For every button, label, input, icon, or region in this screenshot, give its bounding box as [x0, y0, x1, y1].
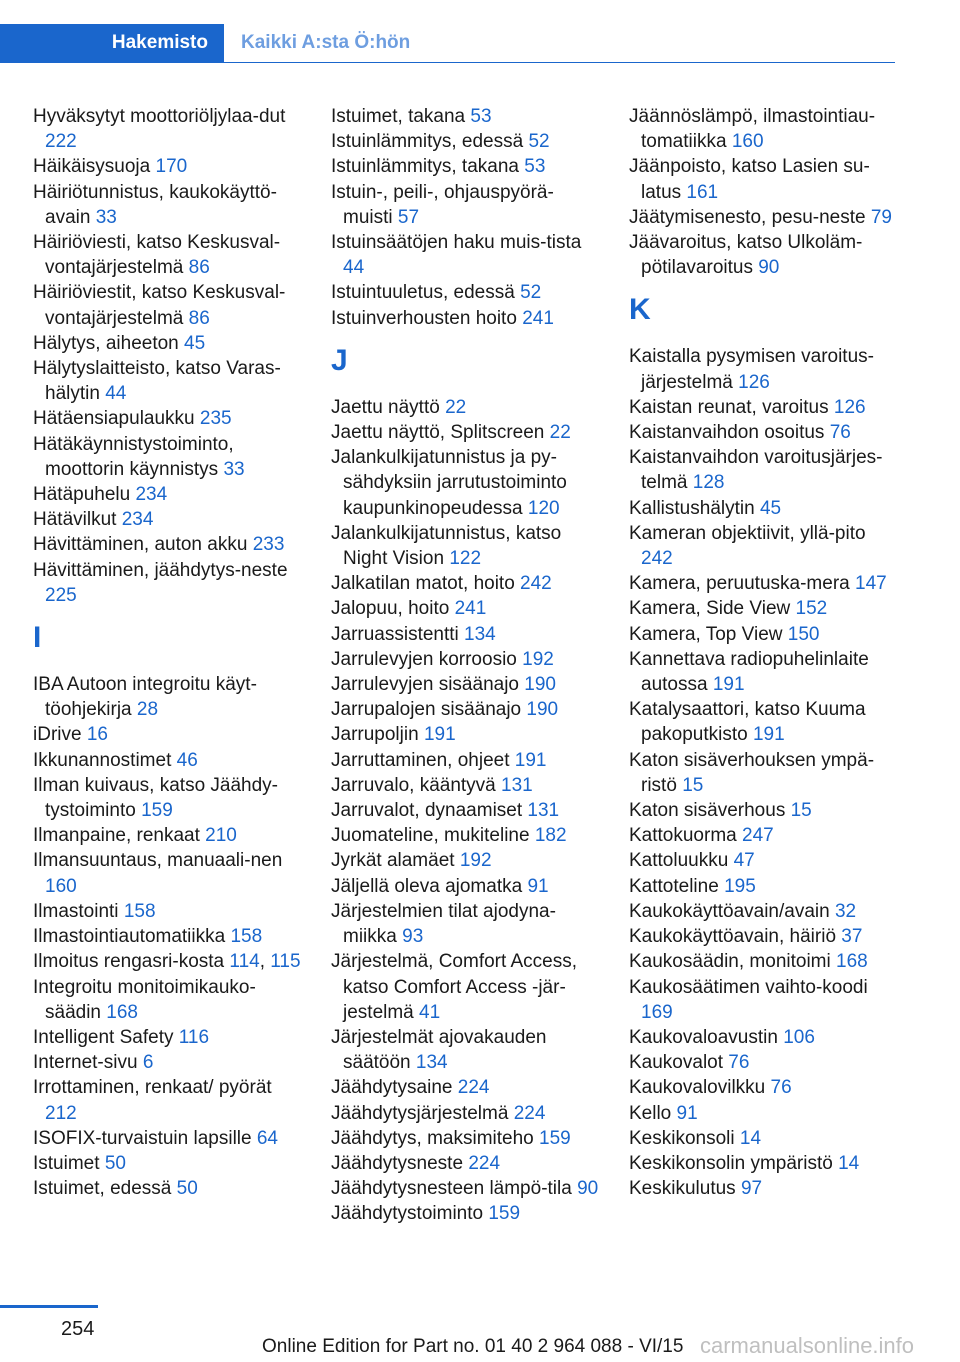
entry-text: Katon sisäverhous [629, 800, 791, 822]
index-entry [33, 432, 301, 482]
index-entry [33, 748, 301, 773]
entry-text: Jäähdytysjärjestelmä [331, 1102, 514, 1124]
index-entry [33, 331, 301, 356]
index-entry [629, 823, 897, 848]
entry-text: Istuinverhousten hoito [331, 307, 523, 329]
index-entry [629, 622, 897, 647]
page-link[interactable]: 53 [470, 106, 492, 127]
index-entry [629, 1075, 897, 1100]
entry-text: Kamera, Side View [629, 598, 796, 620]
index-entry [629, 1025, 897, 1050]
watermark: carmanualsonline.info [700, 1333, 915, 1358]
entry-text: Istuintuuletus, edessä [331, 282, 521, 304]
entry-text: Järjestelmät ajovakauden säätöön [331, 1026, 547, 1074]
page-link[interactable]: 79 [870, 206, 892, 228]
index-entry [331, 280, 599, 305]
entry-text: Kaukokäyttöavain, häiriö [629, 926, 842, 948]
entry-text: Kattokuorma [629, 825, 742, 847]
page-link[interactable]: 168 [106, 1001, 138, 1023]
page-link[interactable]: 159 [539, 1127, 571, 1149]
index-entry [629, 154, 897, 204]
page-number-rule [0, 1305, 98, 1308]
entry-text: Katon sisäverhouksen ympä-ristö [629, 749, 875, 796]
entry-text: Hyväksytyt moottoriöljylaa-dut [33, 106, 286, 127]
index-entry [331, 129, 599, 154]
entry-text: Häiriöviesti, katso Keskusval-vontajärjestelmä [33, 232, 281, 279]
page-link[interactable]: 15 [682, 774, 704, 796]
entry-text: Hälytys, aiheeton [33, 332, 185, 354]
page-link[interactable]: 50 [104, 1152, 126, 1174]
index-entry [331, 647, 599, 672]
page-link[interactable]: 242 [641, 548, 673, 570]
page-link[interactable]: 114 [229, 951, 260, 973]
page-link[interactable]: 159 [141, 800, 173, 822]
page-link[interactable]: 222 [45, 131, 77, 153]
page-link[interactable]: 224 [457, 1077, 490, 1099]
page-link[interactable]: 28 [136, 699, 159, 721]
entry-text: Kameran objektiivit, yllä-pito [629, 522, 866, 544]
entry-text: Istuimet [33, 1152, 105, 1174]
page-link[interactable]: 159 [488, 1203, 521, 1225]
index-entry [331, 521, 599, 571]
page-link[interactable]: 241 [454, 598, 487, 620]
page-link[interactable]: 242 [520, 573, 552, 595]
page-link[interactable]: 32 [834, 900, 857, 922]
page-link[interactable]: 191 [514, 749, 547, 771]
page-link[interactable]: 106 [783, 1026, 815, 1048]
page-link[interactable]: 234 [121, 509, 154, 531]
entry-text: Häikäisysuoja [33, 156, 156, 178]
page-link[interactable]: 86 [188, 307, 210, 329]
entry-text: Hätävilkut [33, 509, 122, 531]
entry-text: Integroitu monitoimikauko-säädin [33, 976, 256, 1023]
page-link[interactable]: 247 [742, 825, 774, 847]
index-entry [629, 874, 897, 899]
page-link[interactable]: 22 [445, 396, 467, 418]
entry-text: Internet-sivu [33, 1052, 143, 1074]
index-entry [33, 406, 301, 431]
index-entry [331, 180, 599, 230]
entry-text: Jäävaroitus, katso Ulkoläm-pötilavaroitus [629, 232, 863, 279]
page-link[interactable]: 53 [524, 156, 546, 178]
page-link[interactable]: 134 [464, 623, 496, 645]
index-entry [33, 924, 301, 949]
index-entry [629, 899, 897, 924]
page-link[interactable]: 192 [522, 648, 554, 670]
entry-text: Hävittäminen, jäähdytys-neste [33, 559, 288, 581]
entry-text: Jarruttaminen, ohjeet [331, 749, 515, 771]
entry-text: Jaettu näyttö [331, 396, 446, 418]
entry-text: Keskikonsolin ympäristö [629, 1152, 839, 1174]
index-entry [629, 748, 897, 798]
index-entry [629, 571, 897, 596]
entry-text: Jäähdytys, maksimiteho [331, 1127, 540, 1149]
page-link[interactable]: 191 [752, 724, 785, 746]
index-entry [33, 1050, 301, 1075]
index-entry [629, 230, 897, 280]
page-link[interactable]: 76 [728, 1052, 750, 1074]
entry-text: Kannettava radiopuhelinlaite autossa [629, 648, 869, 696]
page-link[interactable]: 90 [758, 257, 780, 279]
index-entry [331, 1176, 599, 1201]
entry-text: iDrive [33, 724, 87, 746]
entry-text: Jarruvalot, dynaamiset [331, 800, 528, 822]
header-bar [0, 0, 895, 63]
page-link[interactable]: 44 [105, 383, 127, 405]
index-entry [33, 280, 301, 330]
index-entry [331, 848, 599, 873]
entry-text: Kattoteline [629, 875, 725, 897]
index-entry [331, 395, 599, 420]
page-link[interactable]: 37 [841, 926, 863, 948]
entry-text: Istuimet, edessä [33, 1178, 177, 1200]
index-entry [331, 773, 599, 798]
index-entry [331, 596, 599, 621]
page-link[interactable]: 152 [795, 598, 828, 620]
entry-text: Ilmansuuntaus, manuaali-nen [33, 850, 283, 872]
entry-text: Ilmastointi [33, 900, 124, 922]
index-entry [33, 672, 301, 722]
page-link[interactable]: 93 [402, 926, 424, 948]
index-entry [331, 1025, 599, 1075]
index-entry [331, 1075, 599, 1100]
entry-text: Kello [629, 1102, 677, 1124]
page-link[interactable]: 190 [526, 699, 559, 721]
entry-text: Jäljellä oleva ajomatka [331, 875, 528, 897]
page-link[interactable]: 91 [527, 875, 549, 897]
index-entry [331, 571, 599, 596]
entry-text: Hätäensiapulaukku [33, 408, 200, 430]
index-entry [33, 507, 301, 532]
page-link[interactable]: 46 [176, 749, 198, 771]
index-entry [629, 395, 897, 420]
index-entry [33, 1151, 301, 1176]
index-entry [331, 874, 599, 899]
index-entry [33, 104, 301, 154]
entry-text: Kamera, Top View [629, 623, 788, 645]
index-entry [33, 1126, 301, 1151]
page-link[interactable]: 225 [45, 584, 77, 606]
page-link[interactable]: 170 [155, 156, 188, 178]
index-entry [331, 622, 599, 647]
index-entry [331, 949, 599, 1025]
index-entry [331, 420, 599, 445]
index-entry [629, 1101, 897, 1126]
index-entry [33, 823, 301, 848]
page-link[interactable]: 91 [676, 1102, 698, 1124]
index-entry [629, 205, 897, 230]
entry-text: Istuimet, takana [331, 106, 471, 127]
entry-text: Ilmoitus rengasri-kosta [33, 951, 230, 973]
section-letter: K [629, 293, 651, 327]
page-link[interactable]: 131 [501, 774, 533, 796]
entry-text: Jalkatilan matot, hoito [331, 573, 521, 595]
index-entry [33, 1025, 301, 1050]
entry-text: Jarrulevyjen sisäänajo [331, 674, 525, 696]
page-link[interactable]: 76 [829, 422, 851, 444]
index-column-1 [33, 104, 301, 1201]
page-link[interactable]: 47 [733, 850, 755, 872]
page-link[interactable]: 158 [123, 900, 156, 922]
page-link[interactable]: 14 [838, 1152, 860, 1174]
page-link[interactable]: 182 [534, 825, 567, 847]
page-link[interactable]: 224 [468, 1152, 501, 1174]
page-link[interactable]: 64 [256, 1127, 278, 1149]
entry-text: Ilmastointiautomatiikka [33, 926, 231, 948]
page-link[interactable]: 161 [686, 181, 719, 203]
entry-text: Irrottaminen, renkaat/ pyörät [33, 1077, 272, 1099]
entry-text: Jarrulevyjen korroosio [331, 648, 523, 670]
page-link[interactable]: 52 [528, 131, 550, 153]
entry-text: Jäähdytystoiminto [331, 1203, 489, 1225]
entry-text: Hätäpuhelu [33, 484, 136, 506]
entry-text: Kaistanvaihdon osoitus [629, 422, 830, 444]
index-entry [33, 848, 301, 898]
index-entry [629, 344, 897, 394]
entry-text: Kaukovalot [629, 1052, 729, 1074]
entry-text: Kaistan reunat, varoitus [629, 396, 834, 418]
index-entry [331, 798, 599, 823]
index-entry [629, 647, 897, 697]
index-entry [33, 1075, 301, 1125]
index-entry [33, 230, 301, 280]
index-entry [331, 1101, 599, 1126]
page-link[interactable]: 168 [836, 951, 868, 973]
entry-text: Jarrupalojen sisäänajo [331, 699, 527, 721]
page-link[interactable]: 50 [176, 1178, 198, 1200]
page-link[interactable]: 57 [397, 206, 420, 228]
index-entry [629, 1126, 897, 1151]
entry-text: Jäännöslämpö, ilmastointiau-tomatiikka [629, 106, 876, 153]
entry-text: Kaukosäädin, monitoimi [629, 951, 836, 973]
page-link[interactable]: 15 [790, 800, 812, 822]
page-link[interactable]: 52 [520, 282, 542, 304]
page-link[interactable]: 191 [423, 724, 456, 746]
section-letter: I [33, 621, 42, 655]
index-entry: Ilmoitus rengasri-kosta 114, 115 [33, 951, 301, 973]
page-link[interactable]: 6 [142, 1052, 154, 1074]
index-entry [331, 104, 599, 129]
entry-text: Jaettu näyttö, Splitscreen [331, 422, 550, 444]
page-link[interactable]: 147 [855, 573, 887, 595]
index-entry [629, 445, 897, 495]
page-link[interactable]: 22 [549, 422, 571, 444]
entry-text: Jäähdytysaine [331, 1077, 458, 1099]
index-entry [331, 154, 599, 179]
page-link[interactable]: 45 [184, 332, 206, 354]
page-link[interactable]: 234 [135, 484, 168, 506]
entry-text: Jalopuu, hoito [331, 598, 455, 620]
page-link[interactable]: 116 [178, 1026, 210, 1048]
page-link[interactable]: 212 [45, 1102, 77, 1124]
index-entry [33, 532, 301, 557]
index-entry [331, 672, 599, 697]
index-entry [331, 445, 599, 521]
index-column-3 [629, 104, 897, 1201]
page-link[interactable]: 134 [415, 1052, 448, 1074]
page-link[interactable]: 126 [738, 371, 770, 393]
index-entry [629, 798, 897, 823]
page-link[interactable]: 76 [770, 1077, 792, 1099]
entry-text: Ilman kuivaus, katso Jäähdy-tystoiminto [33, 774, 279, 822]
page-link[interactable]: 150 [787, 623, 820, 645]
index-entry [331, 722, 599, 747]
entry-text: Kaukosäätimen vaihto-koodi [629, 976, 868, 998]
page-link[interactable]: 128 [692, 472, 725, 494]
page-link[interactable]: 115 [270, 951, 301, 973]
tab-kaikki-a-o[interactable]: Kaikki A:sta Ö:hön [241, 32, 411, 53]
index-entry [331, 1201, 599, 1226]
index-entry [331, 823, 599, 848]
page-link[interactable]: 241 [522, 307, 554, 329]
index-entry [331, 899, 599, 949]
entry-text: Kaistalla pysymisen varoitus-järjestelmä [629, 346, 874, 393]
entry-text: Istuinlämmitys, takana [331, 156, 525, 178]
index-entry [331, 230, 599, 280]
entry-text: Häiriöviestit, katso Keskusval-vontajärjestelmä [33, 282, 286, 329]
index-entry [33, 356, 301, 406]
page-link[interactable]: 16 [86, 724, 108, 746]
page-link[interactable]: 90 [577, 1178, 599, 1200]
entry-text: Hävittäminen, auton akku [33, 534, 253, 556]
entry-text: Ilmanpaine, renkaat [33, 825, 206, 847]
entry-text: Intelligent Safety [33, 1026, 179, 1048]
entry-text: Hälytyslaitteisto, katso Varas-hälytin [33, 358, 281, 405]
entry-text: Jäähdytysnesteen lämpö-tila [331, 1178, 578, 1200]
entry-text: Järjestelmien tilat ajodyna-miikka [331, 900, 556, 948]
page-link[interactable]: 210 [205, 825, 237, 847]
index-entry [33, 1176, 301, 1201]
index-entry [331, 748, 599, 773]
index-entry [33, 975, 301, 1025]
page-link[interactable]: 120 [527, 497, 560, 519]
index-entry [629, 420, 897, 445]
index-entry [629, 596, 897, 621]
page-link[interactable]: 169 [641, 1001, 673, 1023]
entry-text: Kamera, peruutuska-mera [629, 573, 855, 595]
page-link[interactable]: 14 [739, 1127, 762, 1149]
index-entry [33, 722, 301, 747]
page-link[interactable]: 122 [449, 548, 482, 570]
page-link[interactable]: 233 [252, 534, 285, 556]
entry-text: Katalysaattori, katso Kuuma pakoputkisto [629, 699, 866, 746]
index-entry [331, 1151, 599, 1176]
index-column-2 [331, 104, 599, 1227]
index-entry [331, 306, 599, 331]
entry-text: Jäätymisenesto, pesu-neste [629, 206, 871, 228]
page-link[interactable]: 41 [419, 1001, 441, 1023]
page-link[interactable]: 45 [759, 497, 782, 519]
index-entry [629, 496, 897, 521]
entry-text: Kaukovaloavustin [629, 1026, 784, 1048]
index-entry [629, 697, 897, 747]
entry-text: Jarrupoljin [331, 724, 424, 746]
entry-text: Jyrkät alamäet [331, 850, 460, 872]
index-entry [629, 975, 897, 1025]
index-entry [331, 1126, 599, 1151]
page-number: 254 [61, 1318, 95, 1340]
index-entry [629, 1176, 897, 1201]
entry-text: Kaukokäyttöavain/avain [629, 900, 835, 922]
index-entry [629, 521, 897, 571]
page-link[interactable]: 33 [223, 458, 245, 480]
entry-text: Kaistanvaihdon varoitusjärjes-telmä [629, 447, 883, 494]
entry-text: Kattoluukku [629, 850, 734, 872]
edition-footer: Online Edition for Part no. 01 40 2 964 088 - VI/15 [262, 1336, 684, 1357]
entry-text: Ikkunannostimet [33, 749, 177, 771]
page-link[interactable]: 190 [524, 674, 556, 696]
page-link[interactable]: 191 [712, 674, 745, 696]
index-entry [629, 104, 897, 154]
page-link[interactable]: 97 [740, 1178, 763, 1200]
index-entry [33, 773, 301, 823]
entry-text: Järjestelmä, Comfort Access, katso Comfort Access -jär-jestelmä [331, 951, 578, 1023]
entry-text: Kaukovalovilkku [629, 1077, 771, 1099]
page-link[interactable]: 33 [95, 206, 117, 228]
entry-text: Keskikonsoli [629, 1127, 740, 1149]
page-link[interactable]: 195 [724, 875, 756, 897]
page-link[interactable]: 158 [230, 926, 263, 948]
page-link[interactable]: 44 [343, 257, 365, 279]
entry-text: Hätäkäynnistystoiminto, moottorin käynnistys [33, 433, 234, 480]
index-entry [33, 558, 301, 608]
page-link[interactable]: 160 [731, 131, 764, 153]
page-link[interactable]: 86 [188, 257, 210, 279]
entry-text: Häiriötunnistus, kaukokäyttö-avain [33, 181, 277, 228]
index-entry [33, 180, 301, 230]
entry-text: Jäänpoisto, katso Lasien su-latus [629, 156, 870, 203]
entry-text: Jäähdytysneste [331, 1152, 469, 1174]
index-entry [331, 697, 599, 722]
entry-text: Istuin-, peili-, ohjauspyörä-muisti [331, 181, 554, 228]
entry-text: Jalankulkijatunnistus, katso Night Vision [331, 522, 562, 570]
index-entry [629, 848, 897, 873]
page-link[interactable]: 126 [833, 396, 866, 418]
page-link[interactable]: 131 [527, 800, 560, 822]
index-entry [33, 154, 301, 179]
index-entry [629, 924, 897, 949]
index-entry [33, 899, 301, 924]
index-entry [33, 482, 301, 507]
index-entry [629, 1151, 897, 1176]
page-link[interactable]: 160 [45, 875, 77, 897]
entry-text: Keskikulutus [629, 1178, 741, 1200]
page-link[interactable]: 224 [513, 1102, 546, 1124]
tab-hakemisto[interactable]: Hakemisto [0, 24, 224, 62]
entry-text: Istuinsäätöjen haku muis-tista [331, 232, 582, 254]
index-entry [629, 949, 897, 974]
entry-text: Kallistushälytin [629, 497, 760, 519]
section-letter: J [331, 343, 348, 377]
entry-text: IBA Autoon integroitu käyt-töohjekirja [33, 674, 257, 721]
entry-text: Jalankulkijatunnistus ja py-sähdyksiin jarrutustoiminto kaupunkinopeudessa [331, 447, 567, 519]
page-link[interactable]: 235 [199, 408, 232, 430]
entry-text: Juomateline, mukiteline [331, 825, 535, 847]
entry-text: Jarruassistentti [331, 623, 465, 645]
entry-text: ISOFIX-turvaistuin lapsille [33, 1127, 257, 1149]
entry-text: Jarruvalo, kääntyvä [331, 774, 502, 796]
entry-text: Istuinlämmitys, edessä [331, 131, 529, 153]
index-entry [629, 1050, 897, 1075]
page-link[interactable]: 192 [459, 850, 492, 872]
